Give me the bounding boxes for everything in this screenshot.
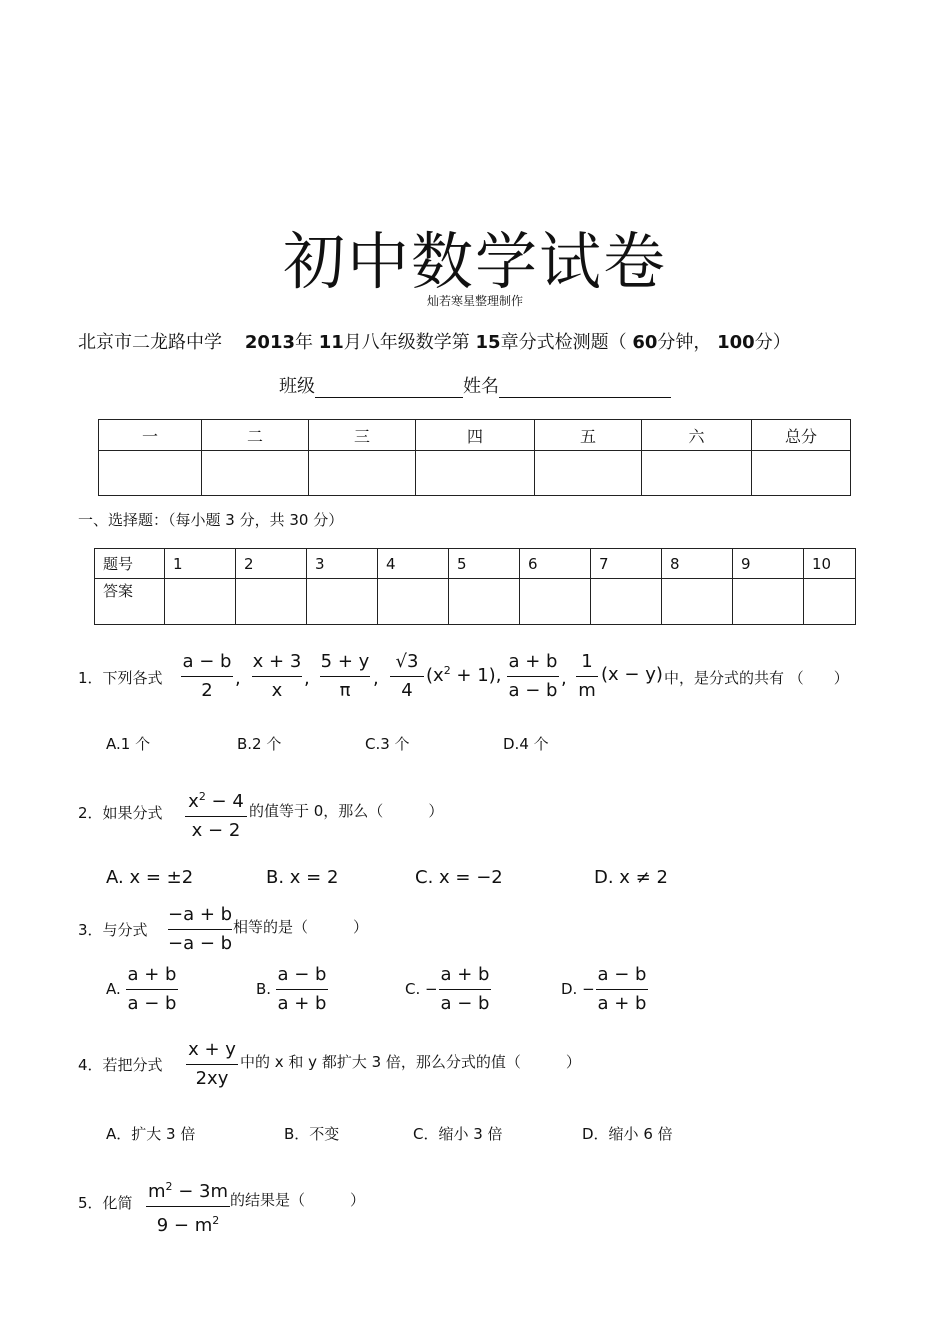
answer-label: 答案 [95, 579, 165, 625]
fraction-numerator: a − b [597, 964, 647, 985]
q1-fraction-1 [181, 650, 233, 703]
exam-header [78, 328, 791, 354]
q1-fraction-2 [252, 650, 302, 703]
q3-option-b[interactable] [276, 963, 328, 1016]
exam-points: 100 [717, 332, 755, 353]
q1-option-c[interactable]: C.3 个 [365, 735, 410, 753]
year-suffix: 年 [295, 332, 313, 353]
q3-option-a[interactable] [126, 963, 178, 1016]
fraction-numerator: 1 [581, 651, 593, 672]
fraction-denominator: $9 - m^2$ [156, 1214, 220, 1236]
fraction-numerator: a − b [182, 651, 232, 672]
answer-cell[interactable] [662, 579, 733, 625]
fraction-denominator: 2xy [195, 1068, 229, 1089]
q1-fraction-4 [390, 650, 424, 703]
q4-option-c[interactable]: C．缩小 3 倍 [413, 1125, 503, 1143]
q4-option-a[interactable]: A．扩大 3 倍 [106, 1125, 196, 1143]
score-header: 六 [642, 420, 752, 451]
q1-option-d[interactable]: D.4 个 [503, 735, 549, 753]
answer-cell[interactable] [591, 579, 662, 625]
q3-option-a-label[interactable]: A. [106, 980, 121, 998]
fraction-denominator: π [339, 680, 351, 701]
question-number-label: 题号 [95, 549, 165, 579]
q3-option-c[interactable] [439, 963, 491, 1016]
score-header: 总分 [752, 420, 851, 451]
fraction-denominator: a − b [508, 680, 558, 701]
question-number: 3 [307, 549, 378, 579]
name-field[interactable] [499, 377, 671, 398]
month-suffix: 月八年级数学第 [343, 332, 470, 353]
answer-cell[interactable] [804, 579, 856, 625]
fraction-denominator: a − b [440, 993, 490, 1014]
q1-option-b[interactable]: B.2 个 [237, 735, 282, 753]
name-label: 姓名 [463, 376, 499, 397]
question-number: 7 [591, 549, 662, 579]
q1-label: 1．下列各式 [78, 669, 163, 687]
q3-label: 3．与分式 [78, 921, 148, 939]
student-info [0, 372, 950, 398]
fraction-denominator: a + b [277, 993, 327, 1014]
score-cell[interactable] [535, 451, 642, 496]
q4-suffix: 中的 x 和 y 都扩大 3 倍，那么分式的值（ ） [240, 1053, 581, 1071]
class-label: 班级 [279, 376, 315, 397]
fraction-numerator: a + b [127, 964, 177, 985]
q1-fraction-6-tail: (x − y) [601, 664, 663, 685]
score-cell[interactable] [309, 451, 416, 496]
answer-cell[interactable] [378, 579, 449, 625]
section-title: 一、选择题：（每小题 3 分，共 30 分） [78, 511, 344, 529]
fraction-denominator: −a − b [168, 933, 233, 954]
q1-fraction-6 [576, 650, 598, 703]
answer-cell[interactable] [520, 579, 591, 625]
fraction-denominator: a − b [127, 993, 177, 1014]
answer-cell[interactable] [165, 579, 236, 625]
q1-fraction-5 [507, 650, 559, 703]
q3-option-d-label[interactable]: D. − [561, 980, 595, 998]
q4-label: 4．若把分式 [78, 1056, 163, 1074]
fraction-numerator: $m^2 - 3m$ [147, 1180, 229, 1202]
answer-cell[interactable] [733, 579, 804, 625]
minutes-suffix: 分钟， [657, 332, 712, 353]
question-number: 4 [378, 549, 449, 579]
answer-cell[interactable] [307, 579, 378, 625]
q2-suffix: 的值等于 0，那么（ ） [249, 802, 444, 820]
score-header: 一 [99, 420, 202, 451]
q3-option-b-label[interactable]: B. [256, 980, 272, 998]
fraction-denominator: a + b [597, 993, 647, 1014]
q1-fraction-3 [320, 650, 370, 703]
fraction-numerator: √3 [395, 651, 419, 672]
q4-option-b[interactable]: B．不变 [284, 1125, 340, 1143]
answer-table [94, 548, 856, 625]
question-number: 2 [236, 549, 307, 579]
q1-suffix: 中，是分式的共有 （ ） [664, 669, 849, 687]
answer-cell[interactable] [449, 579, 520, 625]
fraction-denominator: m [578, 680, 596, 701]
school-name: 北京市二龙路中学 [78, 332, 222, 353]
page-title: 初中数学试卷 [282, 225, 667, 298]
q5-fraction [146, 1175, 230, 1238]
fraction-denominator: 2 [201, 680, 213, 701]
q5-label: 5．化简 [78, 1194, 133, 1212]
score-header: 四 [416, 420, 535, 451]
exam-minutes: 60 [632, 332, 658, 353]
fraction-numerator: $x^2 - 4$ [188, 790, 244, 812]
q2-fraction [185, 785, 247, 843]
question-number: 9 [733, 549, 804, 579]
score-header: 二 [202, 420, 309, 451]
score-header: 三 [309, 420, 416, 451]
exam-year: 2013 [244, 332, 295, 353]
fraction-numerator: x + 3 [252, 651, 302, 672]
fraction-denominator: x [271, 680, 283, 701]
fraction-numerator: 5 + y [320, 651, 370, 672]
q2-option-c[interactable]: C. x = −2 [415, 867, 503, 888]
q3-fraction [168, 903, 232, 956]
fraction-numerator: a − b [277, 964, 327, 985]
q4-fraction [186, 1038, 238, 1091]
page-subtitle: 灿若寒星整理制作 [426, 294, 523, 308]
score-cell[interactable] [752, 451, 851, 496]
q3-suffix: 相等的是（ ） [233, 918, 369, 936]
q5-suffix: 的结果是（ ） [230, 1191, 366, 1209]
class-field[interactable] [315, 377, 463, 398]
fraction-numerator: x + y [188, 1039, 236, 1060]
q1-fraction-4-tail: $(x^2 + 1)$, [426, 664, 502, 686]
question-number: 1 [165, 549, 236, 579]
q2-option-a[interactable]: A. x = ±2 [106, 867, 194, 888]
q2-option-d[interactable]: D. x ≠ 2 [594, 867, 668, 888]
question-number: 8 [662, 549, 733, 579]
question-number: 5 [449, 549, 520, 579]
score-cell[interactable] [642, 451, 752, 496]
q1-option-a[interactable]: A.1 个 [106, 735, 151, 753]
fraction-denominator: 4 [401, 680, 413, 701]
chapter-suffix: 章分式检测题（ [500, 332, 627, 353]
score-cell[interactable] [99, 451, 202, 496]
score-table [98, 419, 851, 496]
fraction-numerator: a + b [508, 651, 558, 672]
fraction-numerator: a + b [440, 964, 490, 985]
exam-month: 11 [318, 332, 344, 353]
exam-chapter: 15 [475, 332, 501, 353]
q3-option-c-label[interactable]: C. − [405, 980, 438, 998]
question-number: 10 [804, 549, 856, 579]
score-header: 五 [535, 420, 642, 451]
fraction-numerator: −a + b [168, 904, 233, 925]
q3-option-d[interactable] [596, 963, 648, 1016]
q2-label: 2．如果分式 [78, 804, 163, 822]
q2-option-b[interactable]: B. x = 2 [266, 867, 339, 888]
points-suffix: 分） [754, 332, 791, 353]
q4-option-d[interactable]: D．缩小 6 倍 [582, 1125, 673, 1143]
score-cell[interactable] [416, 451, 535, 496]
answer-cell[interactable] [236, 579, 307, 625]
score-cell[interactable] [202, 451, 309, 496]
fraction-denominator: x − 2 [191, 820, 241, 841]
question-number: 6 [520, 549, 591, 579]
